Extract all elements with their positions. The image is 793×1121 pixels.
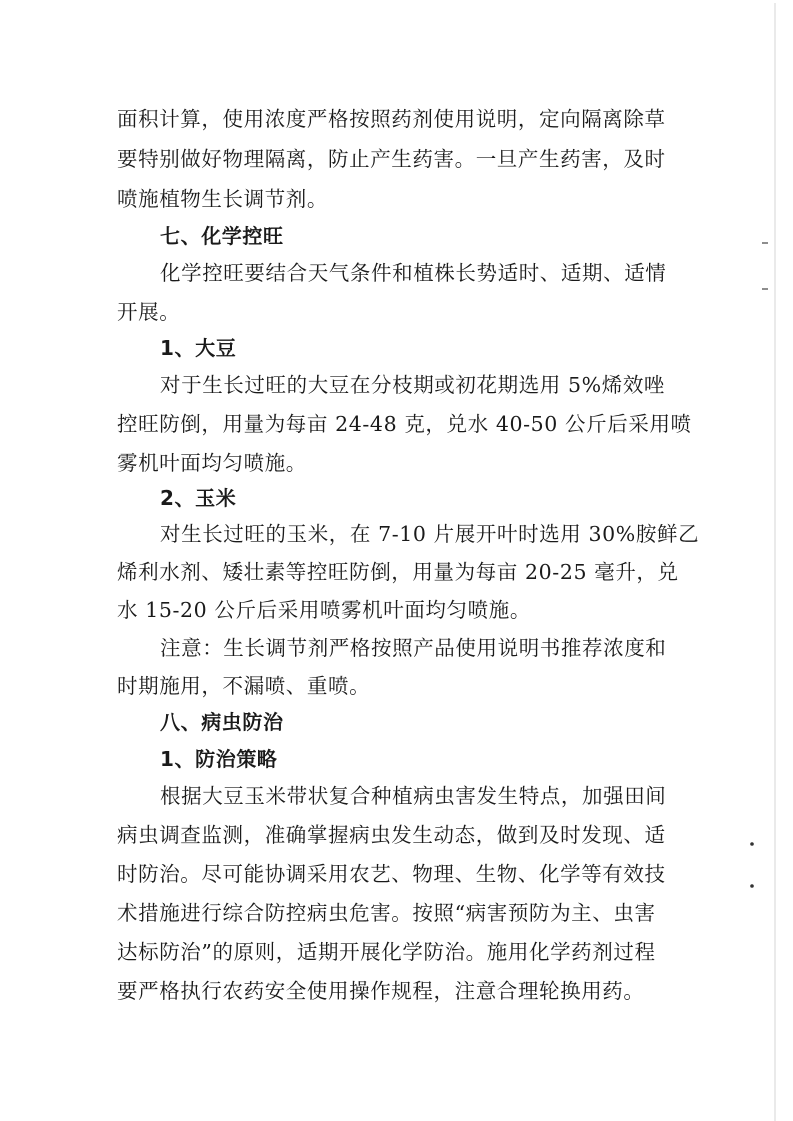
section-heading-chemical-control: 七、化学控旺: [160, 224, 284, 248]
subheading-corn: 2、玉米: [160, 486, 237, 510]
paragraph-line-12: 对生长过旺的玉米，在 7-10 片展开叶时选用 30%胺鲜乙: [160, 522, 700, 546]
paragraph-line-24: 要严格执行农药安全使用操作规程，注意合理轮换用药。: [117, 979, 645, 1003]
paragraph-line-22: 术措施进行综合防控病虫危害。按照“病害预防为主、虫害: [117, 901, 656, 925]
paragraph-line-10: 雾机叶面均匀喷施。: [117, 451, 307, 475]
paragraph-line-14: 水 15-20 公斤后采用喷雾机叶面均匀喷施。: [117, 598, 531, 622]
subheading-soybean: 1、大豆: [160, 336, 237, 360]
scan-dot-2: [750, 884, 754, 888]
paragraph-line-20: 病虫调查监测，准确掌握病虫发生动态，做到及时发现、适: [117, 823, 666, 847]
paragraph-line-5: 化学控旺要结合天气条件和植株长势适时、适期、适情: [160, 261, 667, 285]
paragraph-line-21: 时防治。尽可能协调采用农艺、物理、生物、化学等有效技: [117, 862, 666, 886]
note-line-2: 时期施用，不漏喷、重喷。: [117, 674, 371, 698]
paragraph-line-2: 要特别做好物理隔离，防止产生药害。一旦产生药害，及时: [117, 147, 666, 171]
paragraph-line-8: 对于生长过旺的大豆在分枝期或初花期选用 5%烯效唑: [160, 373, 666, 397]
scan-dot-1: [750, 842, 754, 846]
paragraph-line-3: 喷施植物生长调节剂。: [117, 187, 328, 211]
note-line-1: 注意：生长调节剂严格按照产品使用说明书推荐浓度和: [160, 636, 667, 660]
paragraph-line-9: 控旺防倒，用量为每亩 24-48 克，兑水 40-50 公斤后采用喷: [117, 412, 692, 436]
paragraph-line-23: 达标防治”的原则，适期开展化学防治。施用化学药剂过程: [117, 940, 656, 964]
paragraph-line-6: 开展。: [117, 300, 181, 324]
subheading-control-strategy: 1、防治策略: [160, 747, 278, 771]
paragraph-line-19: 根据大豆玉米带状复合种植病虫害发生特点，加强田间: [160, 784, 667, 808]
section-heading-pest-control: 八、病虫防治: [160, 710, 284, 734]
paragraph-line-1: 面积计算，使用浓度严格按照药剂使用说明，定向隔离除草: [117, 107, 666, 131]
paragraph-line-13: 烯利水剂、矮壮素等控旺防倒，用量为每亩 20-25 毫升，兑: [117, 560, 679, 584]
